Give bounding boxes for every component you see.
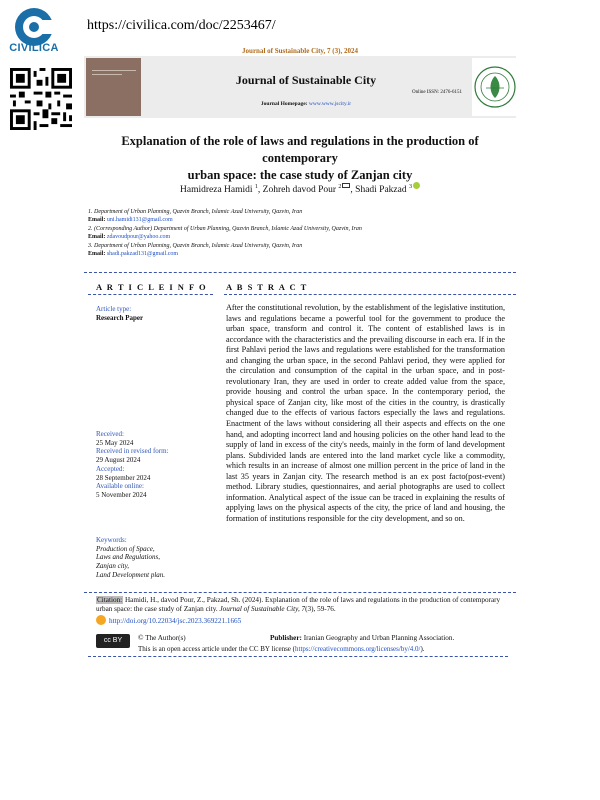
affiliation-1 (88, 208, 302, 224)
email-link[interactable]: zdavoudpour@yahoo.com (106, 234, 171, 240)
received-date: 25 May 2024 (96, 438, 134, 447)
online-date: 5 November 2024 (96, 490, 147, 499)
journal-issue-line: Journal of Sustainable City, 7 (3), 2024 (242, 47, 358, 55)
article-dates (96, 430, 169, 500)
open-access-icon (96, 615, 106, 625)
journal-cover-image (86, 58, 141, 116)
abstract-heading: A B S T R A C T (226, 282, 308, 292)
qr-code-icon (10, 68, 72, 130)
article-info-divider (88, 294, 213, 295)
online-label: Available online: (96, 482, 144, 491)
email-link[interactable]: uni.hamidi131@gmail.com (106, 217, 173, 223)
section-divider (84, 592, 516, 593)
author-superscript: 2 (338, 183, 342, 190)
affiliation-text: 2. (Corresponding Author) Department of Urban Planning, Qazvin Branch, Islamic Azad University, Qazvin, Iran (88, 226, 362, 232)
keyword: Production of Space, (96, 544, 155, 553)
paper-title-line: urban space: the case study of Zanjan city (187, 168, 413, 182)
author-name: Shadi Pakzad (355, 185, 407, 195)
author-superscript: 1 (254, 183, 258, 190)
abstract-text: After the constitutional revolution, by the establishment of the legislative institution, laws and regulations became a powerful tool for the government to produce the urban space, transform and control it. The content of established laws is in accordance with the characteristics and the prevailing discourse in each era. If in the first Pahlavi period the laws and regulations were established for the transformation and changing the urban space, in the second Pahlavi period, they were applied for the circulation and consumption of the capital in the urban space, and in post-revolutionary Iran, they are used in order to create added value from the space, provide housing and control the urban space. In the contemporary period, the physical space of Zanjan city, like most of the cities in the country, is drastically changed due to the effects of various factors especially the laws and regulations. Enactment of the laws without considering all their aspects and effects on the one hand, and adopting incorrect land and housing policies on the other hand lead to the supply of land in excess of the city's needs, mainly in the form of land development plans. Subdivided lands are entered into the land market cycle like a commodity, which results in an increase of almost one million percent in the price of land in the last 35 years in Zanjan city. The research method is an ex post facto(post-event) method. Library studies, questionnaires, and aerial photographs are used to collect information. Analytical aspect of the issue can be traced in explaining the results of applying laws on the physical aspects of the city, the price of land and housing, the formation of institutions responsible for the city development, and so on. (226, 303, 505, 523)
keyword: Laws and Regulations, (96, 553, 160, 562)
citation-block (96, 596, 508, 614)
article-info-heading: A R T I C L E I N F O (96, 282, 208, 292)
journal-homepage (150, 101, 462, 107)
orcid-icon[interactable] (413, 182, 420, 189)
author-superscript: 3 (408, 183, 412, 190)
accepted-label: Accepted: (96, 464, 125, 473)
affiliation-2 (88, 225, 362, 241)
publisher-label: Publisher: (270, 634, 302, 642)
email-label: Email: (88, 217, 106, 223)
cc-by-badge-icon[interactable]: cc BY (96, 634, 130, 648)
abstract-divider (224, 294, 516, 295)
section-divider (84, 272, 516, 273)
article-type-label: Article type: (96, 305, 132, 313)
license-divider (88, 656, 508, 657)
email-link[interactable]: shadi.pakzad131@gmail.com (106, 251, 179, 257)
article-type-value: Research Paper (96, 313, 144, 322)
keywords-label: Keywords: (96, 536, 127, 544)
author-name: Hamidreza Hamidi (180, 185, 253, 195)
association-seal-icon (472, 58, 518, 116)
doi-row (96, 615, 241, 625)
homepage-label: Journal Homepage: (260, 101, 308, 107)
doi-link[interactable]: http://doi.org/10.22034/jsc.2023.369221.1665 (109, 617, 242, 625)
mail-icon[interactable] (342, 183, 350, 188)
copyright-text: © The Author(s) (138, 634, 186, 642)
affiliation-text: 1. Department of Urban Planning, Qazvin Branch, Islamic Azad University, Qazvin, Iran (88, 209, 303, 215)
citation-journal: Journal of Sustainable City, 7 (219, 605, 306, 613)
paper-title-line: Explanation of the role of laws and regulations in the production of contemporary (121, 134, 479, 165)
revised-label: Received in revised form: (96, 447, 169, 456)
accepted-date: 28 September 2024 (96, 473, 151, 482)
document-url[interactable]: https://civilica.com/doc/2253467/ (87, 18, 276, 33)
license-line (138, 645, 425, 653)
license-text-end: ). (420, 645, 425, 653)
citation-pages: (3), 59-76. (305, 605, 336, 613)
journal-title: Journal of Sustainable City (235, 73, 377, 87)
email-label: Email: (88, 234, 106, 240)
keywords-block (96, 536, 165, 580)
affiliation-3 (88, 242, 302, 258)
paper-title (84, 133, 516, 184)
affiliation-text: 3. Department of Urban Planning, Qazvin Branch, Islamic Azad University, Qazvin, Iran (88, 243, 303, 249)
civilica-logo-text: CIVILICA (9, 42, 59, 54)
revised-date: 29 August 2024 (96, 456, 141, 465)
author-name: Zohreh davod Pour (262, 185, 337, 195)
received-label: Received: (96, 430, 124, 438)
publisher-name: Iranian Geography and Urban Planning Association. (303, 634, 455, 642)
keyword: Land Development plan. (96, 570, 166, 579)
author-list: Hamidreza Hamidi $^1$, Zohreh davod Pour $^2$ , Shadi Pakzad $^3$ (84, 182, 516, 195)
journal-issn: Online ISSN: 2476-6151 (412, 90, 462, 95)
cover-decoration (92, 70, 136, 71)
publisher-line (270, 634, 454, 642)
citation-text: Hamidi, H., davod Pour, Z., Pakzad, Sh. (2024). Explanation of the role of laws and regulations in the production of contemporary urban space: the case study of Zanjan city. (96, 596, 501, 613)
article-type (96, 305, 143, 322)
citation-label: Citation: (97, 596, 123, 604)
cover-decoration (92, 74, 122, 75)
keyword: Zanjan city, (96, 562, 130, 571)
license-text: This is an open access article under the CC BY license ( (138, 645, 295, 653)
homepage-link[interactable]: www.www.jscity.ir (308, 101, 352, 107)
email-label: Email: (88, 251, 106, 257)
license-link[interactable]: https://creativecommons.org/licenses/by/4.0/ (295, 645, 421, 653)
